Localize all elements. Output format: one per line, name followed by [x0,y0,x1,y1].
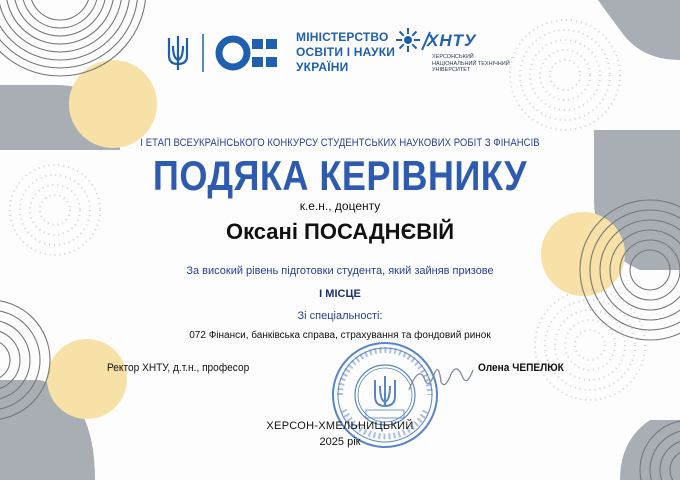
recipient-name: Оксані ПОСАДНЄВІЙ [225,219,455,244]
university-full-name: ХЕРСОНСЬКИЙ НАЦІОНАЛЬНИЙ ТЕХНІЧНИЙ УНІВЕРСИТЕТ [432,54,510,73]
grey-shape-top-right [598,0,680,60]
award-place: І МІСЦЕ [319,288,361,300]
khntu-sun-icon [396,28,420,52]
recipient-degree: к.е.н., доценту [299,199,381,213]
year: 2025 рік [319,436,361,448]
peach-circle-bottom-left [47,339,127,419]
trident-icon [169,36,187,70]
specialty-value: 072 Фінанси, банківська справа, страхування та фондовий ринок [189,330,491,341]
specialty-label: Зі спеціальності: [297,310,383,322]
competition-stage: І ЕТАП ВСЕУКРАЇНСЬКОГО КОНКУРСУ СТУДЕНТСЬКИХ НАУКОВИХ РОБІТ З ФІНАНСІВ [140,137,540,149]
university-brand: ХНТУ [427,31,477,50]
city: ХЕРСОН-ХМЕЛЬНИЦЬКИЙ [266,420,414,432]
ministry-logo-mark [219,39,277,67]
certificate-title: ПОДЯКА КЕРІВНИКУ [152,152,528,199]
handwritten-signature-icon [405,360,475,396]
rector-name: Олена ЧЕПЕЛЮК [478,362,564,374]
ministry-name: МІНІСТЕРСТВО ОСВІТИ І НАУКИ УКРАЇНИ [296,30,396,74]
award-reason: За високий рівень підготовки студента, який зайняв призове [186,265,494,277]
rector-title: Ректор ХНТУ, д.т.н., професор [107,362,250,374]
